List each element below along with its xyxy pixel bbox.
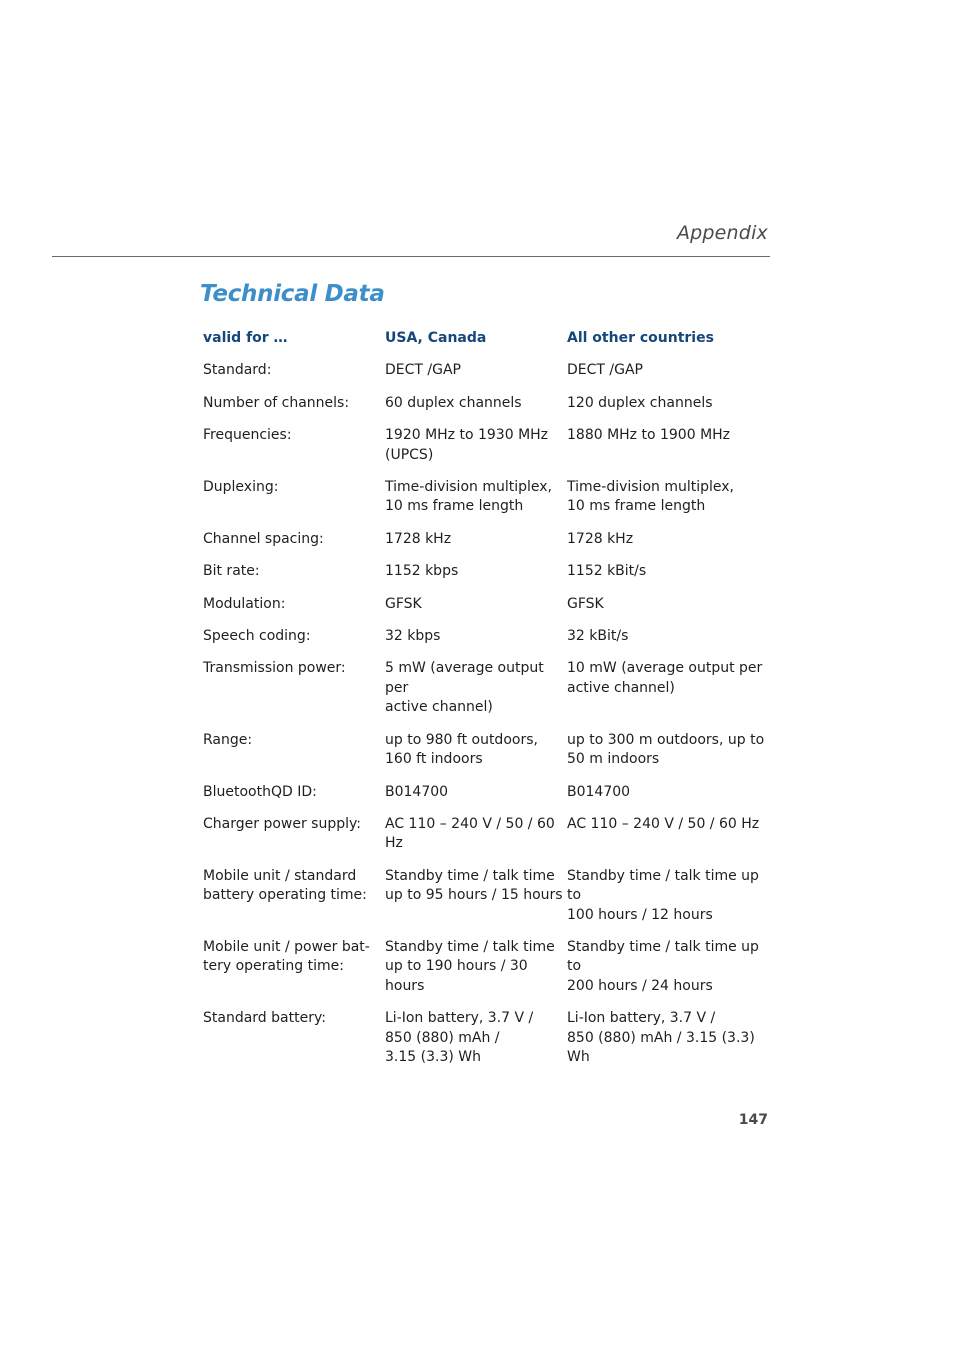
page-title: Technical Data — [200, 281, 385, 307]
table-row — [203, 595, 773, 614]
row-value-other-countries: Standby time / talk time up to 100 hours / 12 hours — [567, 867, 759, 923]
row-label: Transmission power: — [203, 660, 346, 677]
row-value-other-countries: 1728 kHz — [567, 530, 634, 547]
row-value-usa-canada: AC 110 – 240 V / 50 / 60 Hz — [385, 815, 555, 852]
table-row — [203, 478, 773, 517]
table-row — [203, 627, 773, 646]
row-label: Duplexing: — [203, 479, 279, 496]
table-body — [203, 361, 773, 1067]
row-value-other-countries: Standby time / talk time up to 200 hours / 24 hours — [567, 938, 759, 994]
row-value-usa-canada: 60 duplex channels — [385, 394, 522, 411]
row-value-other-countries: Li-Ion battery, 3.7 V / 850 (880) mAh / 3.15 (3.3) Wh — [567, 1010, 755, 1065]
row-label: Mobile unit / standard battery operating time: — [203, 867, 367, 904]
row-label: Bit rate: — [203, 563, 260, 580]
row-value-other-countries: Time-division multiplex, 10 ms frame length — [567, 479, 734, 515]
table-row — [203, 562, 773, 581]
row-value-usa-canada: DECT /GAP — [385, 362, 461, 379]
table-row — [203, 361, 773, 380]
row-value-usa-canada: 5 mW (average output per active channel) — [385, 660, 544, 716]
row-value-usa-canada: 1728 kHz — [385, 530, 452, 547]
row-value-usa-canada: B014700 — [385, 783, 449, 800]
table-row — [203, 530, 773, 549]
row-label: Modulation: — [203, 595, 286, 612]
row-label: Speech coding: — [203, 628, 311, 645]
row-value-other-countries: up to 300 m outdoors, up to 50 m indoors — [567, 731, 765, 768]
table-row — [203, 659, 773, 717]
column-header-usa-canada: USA, Canada — [385, 330, 487, 346]
page-number: 147 — [738, 1112, 768, 1128]
header-rule — [52, 256, 770, 257]
table-row — [203, 867, 773, 925]
table-header-row — [203, 329, 773, 348]
row-value-other-countries: AC 110 – 240 V / 50 / 60 Hz — [567, 815, 760, 832]
table-row — [203, 815, 773, 854]
row-label: Standard: — [203, 362, 272, 379]
row-value-other-countries: 32 kBit/s — [567, 628, 629, 645]
section-label: Appendix — [676, 222, 768, 244]
table-row — [203, 394, 773, 413]
row-value-usa-canada: up to 980 ft outdoors, 160 ft indoors — [385, 731, 538, 768]
row-value-usa-canada: 1152 kbps — [385, 563, 459, 580]
row-value-usa-canada: Standby time / talk time up to 95 hours / 15 hours — [385, 867, 563, 904]
table-row — [203, 938, 773, 996]
technical-data-table — [203, 329, 773, 1080]
row-value-other-countries: B014700 — [567, 783, 631, 800]
row-label: Standard battery: — [203, 1010, 326, 1027]
row-value-usa-canada: 32 kbps — [385, 628, 441, 645]
column-header-other-countries: All other countries — [567, 330, 714, 346]
row-value-usa-canada: GFSK — [385, 595, 422, 612]
row-value-other-countries: 120 duplex channels — [567, 394, 713, 411]
row-value-other-countries: DECT /GAP — [567, 362, 643, 379]
row-value-usa-canada: Standby time / talk time up to 190 hours / 30 hours — [385, 938, 555, 994]
table-row — [203, 1009, 773, 1067]
row-value-usa-canada: Li-Ion battery, 3.7 V / 850 (880) mAh / 3.15 (3.3) Wh — [385, 1010, 534, 1065]
row-value-other-countries: 1880 MHz to 1900 MHz — [567, 427, 731, 444]
row-value-other-countries: 10 mW (average output per active channel) — [567, 660, 763, 696]
row-value-other-countries: 1152 kBit/s — [567, 563, 647, 580]
row-label: Range: — [203, 731, 253, 748]
table-row — [203, 783, 773, 802]
row-label: BluetoothQD ID: — [203, 783, 317, 800]
row-label: Channel spacing: — [203, 530, 324, 547]
row-value-other-countries: GFSK — [567, 595, 604, 612]
table-row — [203, 731, 773, 770]
row-value-usa-canada: Time-division multiplex, 10 ms frame length — [385, 479, 552, 515]
row-label: Charger power supply: — [203, 815, 361, 832]
row-value-usa-canada: 1920 MHz to 1930 MHz (UPCS) — [385, 427, 549, 463]
column-header-valid-for: valid for … — [203, 330, 288, 346]
row-label: Frequencies: — [203, 427, 292, 444]
table-row — [203, 426, 773, 465]
row-label: Number of channels: — [203, 394, 350, 411]
row-label: Mobile unit / power bat- tery operating time: — [203, 938, 370, 975]
